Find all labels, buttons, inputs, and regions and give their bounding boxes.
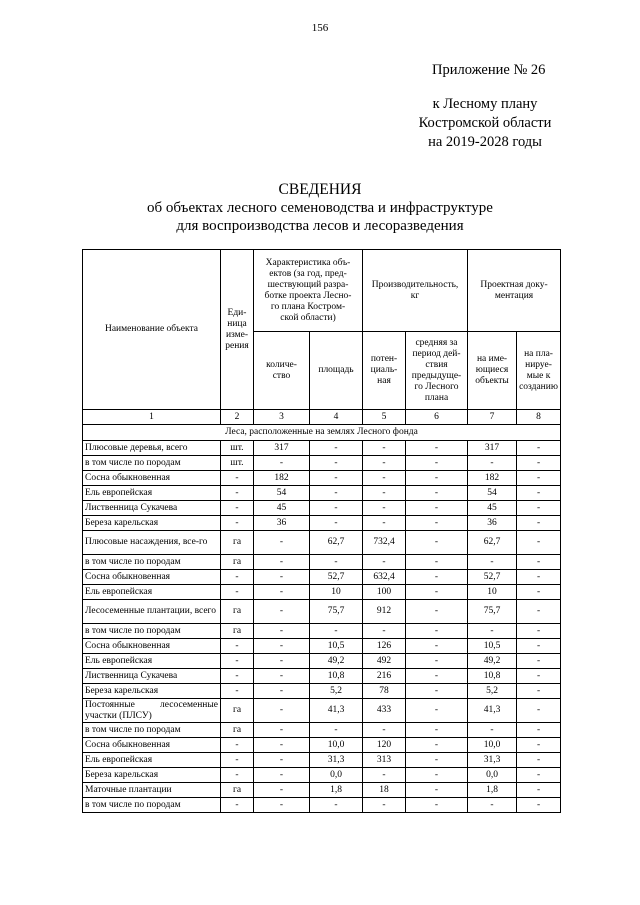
cell-object-name: Сосна обыкновенная xyxy=(83,570,221,585)
cell-potential: 912 xyxy=(363,600,406,624)
cell-quantity: - xyxy=(254,783,310,798)
cell-quantity: - xyxy=(254,624,310,639)
cell-average: - xyxy=(406,738,468,753)
cell-quantity: - xyxy=(254,669,310,684)
column-number: 6 xyxy=(406,410,468,425)
cell-unit: - xyxy=(221,738,254,753)
table-row xyxy=(83,639,561,654)
cell-average: - xyxy=(406,585,468,600)
cell-potential: 18 xyxy=(363,783,406,798)
cell-planned: - xyxy=(517,699,561,723)
cell-potential: 732,4 xyxy=(363,531,406,555)
cell-object-name: в том числе по породам xyxy=(83,723,221,738)
cell-object-name: Маточные плантации xyxy=(83,783,221,798)
column-number: 8 xyxy=(517,410,561,425)
column-number: 4 xyxy=(310,410,363,425)
header-existing: на име- ющиеся объекты xyxy=(468,332,517,410)
table-row xyxy=(83,486,561,501)
cell-planned: - xyxy=(517,639,561,654)
table-row xyxy=(83,516,561,531)
appendix-label: Приложение № 26 xyxy=(432,62,546,78)
cell-object-name: Сосна обыкновенная xyxy=(83,738,221,753)
table-row xyxy=(83,555,561,570)
cell-object-name: Лиственница Сукачева xyxy=(83,669,221,684)
cell-potential: - xyxy=(363,456,406,471)
column-numbers-row xyxy=(83,410,561,425)
cell-area: 1,8 xyxy=(310,783,363,798)
cell-unit: - xyxy=(221,471,254,486)
cell-existing: 52,7 xyxy=(468,570,517,585)
cell-planned: - xyxy=(517,531,561,555)
cell-planned: - xyxy=(517,669,561,684)
cell-object-name: Ель европейская xyxy=(83,654,221,669)
cell-unit: га xyxy=(221,783,254,798)
cell-area: - xyxy=(310,456,363,471)
cell-planned: - xyxy=(517,798,561,813)
header-unit: Еди- ница изме- рения xyxy=(221,250,254,410)
cell-existing: - xyxy=(468,624,517,639)
header-characteristics: Характеристика объ- ектов (за год, пред- шествующий разра- ботке проекта Лесно- го плана Костром- ской области) xyxy=(254,250,363,332)
cell-quantity: - xyxy=(254,654,310,669)
cell-existing: 31,3 xyxy=(468,753,517,768)
cell-area: - xyxy=(310,555,363,570)
header-quantity: количе- ство xyxy=(254,332,310,410)
cell-area: 0,0 xyxy=(310,768,363,783)
cell-average: - xyxy=(406,624,468,639)
cell-potential: 632,4 xyxy=(363,570,406,585)
cell-average: - xyxy=(406,570,468,585)
cell-potential: - xyxy=(363,624,406,639)
cell-existing: 75,7 xyxy=(468,600,517,624)
cell-existing: 62,7 xyxy=(468,531,517,555)
cell-unit: га xyxy=(221,699,254,723)
cell-planned: - xyxy=(517,471,561,486)
cell-planned: - xyxy=(517,753,561,768)
column-number: 5 xyxy=(363,410,406,425)
cell-existing: 182 xyxy=(468,471,517,486)
cell-area: 75,7 xyxy=(310,600,363,624)
cell-quantity: 45 xyxy=(254,501,310,516)
cell-quantity: - xyxy=(254,570,310,585)
cell-planned: - xyxy=(517,456,561,471)
table-row xyxy=(83,531,561,555)
cell-area: - xyxy=(310,516,363,531)
cell-unit: - xyxy=(221,639,254,654)
header-object-name: Наименование объекта xyxy=(83,250,221,410)
cell-unit: га xyxy=(221,624,254,639)
header-potential: потен- циаль- ная xyxy=(363,332,406,410)
cell-quantity: 54 xyxy=(254,486,310,501)
cell-object-name: Ель европейская xyxy=(83,486,221,501)
table-row xyxy=(83,723,561,738)
cell-quantity: 182 xyxy=(254,471,310,486)
cell-potential: - xyxy=(363,516,406,531)
cell-potential: - xyxy=(363,768,406,783)
cell-unit: - xyxy=(221,516,254,531)
cell-potential: 100 xyxy=(363,585,406,600)
column-number: 3 xyxy=(254,410,310,425)
cell-average: - xyxy=(406,783,468,798)
cell-existing: - xyxy=(468,555,517,570)
cell-potential: 120 xyxy=(363,738,406,753)
table-row xyxy=(83,624,561,639)
table-row xyxy=(83,684,561,699)
cell-average: - xyxy=(406,768,468,783)
cell-object-name: в том числе по породам xyxy=(83,624,221,639)
cell-average: - xyxy=(406,501,468,516)
plan-reference xyxy=(410,95,560,152)
cell-area: - xyxy=(310,501,363,516)
cell-object-name: в том числе по породам xyxy=(83,798,221,813)
cell-area: - xyxy=(310,624,363,639)
cell-planned: - xyxy=(517,501,561,516)
table-row xyxy=(83,669,561,684)
page-number: 156 xyxy=(311,22,329,34)
cell-average: - xyxy=(406,723,468,738)
table-row xyxy=(83,654,561,669)
cell-area: - xyxy=(310,486,363,501)
table-row xyxy=(83,768,561,783)
section-title: Леса, расположенные на землях Лесного фонда xyxy=(83,425,561,441)
cell-object-name: Плюсовые деревья, всего xyxy=(83,441,221,456)
cell-potential: 313 xyxy=(363,753,406,768)
table-row xyxy=(83,501,561,516)
cell-planned: - xyxy=(517,486,561,501)
cell-area: 31,3 xyxy=(310,753,363,768)
cell-unit: шт. xyxy=(221,441,254,456)
cell-existing: 10 xyxy=(468,585,517,600)
document-subtitle-line: об объектах лесного семеноводства и инфраструктуре xyxy=(147,200,493,216)
cell-object-name: Ель европейская xyxy=(83,753,221,768)
cell-potential: - xyxy=(363,555,406,570)
cell-quantity: - xyxy=(254,684,310,699)
cell-unit: га xyxy=(221,723,254,738)
cell-potential: 492 xyxy=(363,654,406,669)
cell-existing: - xyxy=(468,456,517,471)
cell-planned: - xyxy=(517,441,561,456)
table-row xyxy=(83,471,561,486)
table-row xyxy=(83,585,561,600)
table-row xyxy=(83,783,561,798)
cell-object-name: Ель европейская xyxy=(83,585,221,600)
cell-unit: шт. xyxy=(221,456,254,471)
cell-object-name: Береза карельская xyxy=(83,684,221,699)
cell-area: 10,0 xyxy=(310,738,363,753)
header-average: средняя за период дей- ствия предыдуще- го Лесного плана xyxy=(406,332,468,410)
cell-quantity: 317 xyxy=(254,441,310,456)
table-row xyxy=(83,738,561,753)
cell-existing: 1,8 xyxy=(468,783,517,798)
table-row xyxy=(83,699,561,723)
cell-potential: - xyxy=(363,486,406,501)
cell-existing: - xyxy=(468,798,517,813)
cell-average: - xyxy=(406,600,468,624)
cell-average: - xyxy=(406,699,468,723)
cell-existing: 54 xyxy=(468,486,517,501)
table-row xyxy=(83,570,561,585)
cell-quantity: - xyxy=(254,555,310,570)
column-number: 2 xyxy=(221,410,254,425)
cell-unit: - xyxy=(221,669,254,684)
cell-unit: - xyxy=(221,654,254,669)
cell-average: - xyxy=(406,516,468,531)
cell-existing: 10,8 xyxy=(468,669,517,684)
cell-potential: 78 xyxy=(363,684,406,699)
section-row xyxy=(83,425,561,441)
cell-potential: 433 xyxy=(363,699,406,723)
cell-quantity: - xyxy=(254,699,310,723)
cell-object-name: Лиственница Сукачева xyxy=(83,501,221,516)
cell-quantity: - xyxy=(254,639,310,654)
cell-average: - xyxy=(406,669,468,684)
cell-planned: - xyxy=(517,516,561,531)
table-row xyxy=(83,798,561,813)
cell-unit: га xyxy=(221,531,254,555)
table-row xyxy=(83,753,561,768)
cell-area: - xyxy=(310,798,363,813)
cell-average: - xyxy=(406,753,468,768)
cell-area: 5,2 xyxy=(310,684,363,699)
cell-object-name: в том числе по породам xyxy=(83,555,221,570)
cell-average: - xyxy=(406,441,468,456)
cell-quantity: 36 xyxy=(254,516,310,531)
cell-existing: 10,5 xyxy=(468,639,517,654)
cell-area: 49,2 xyxy=(310,654,363,669)
cell-planned: - xyxy=(517,723,561,738)
cell-object-name: Сосна обыкновенная xyxy=(83,639,221,654)
cell-existing: 5,2 xyxy=(468,684,517,699)
cell-quantity: - xyxy=(254,585,310,600)
cell-quantity: - xyxy=(254,798,310,813)
objects-table xyxy=(82,249,561,813)
cell-existing: 41,3 xyxy=(468,699,517,723)
cell-quantity: - xyxy=(254,531,310,555)
document-subtitle-line: для воспроизводства лесов и лесоразведения xyxy=(176,218,464,234)
cell-area: 62,7 xyxy=(310,531,363,555)
cell-area: 10 xyxy=(310,585,363,600)
cell-object-name: Лесосеменные плантации, всего xyxy=(83,600,221,624)
cell-potential: 126 xyxy=(363,639,406,654)
cell-area: 10,5 xyxy=(310,639,363,654)
cell-object-name: Береза карельская xyxy=(83,768,221,783)
cell-unit: - xyxy=(221,753,254,768)
cell-average: - xyxy=(406,639,468,654)
cell-potential: - xyxy=(363,798,406,813)
cell-unit: - xyxy=(221,585,254,600)
cell-unit: - xyxy=(221,486,254,501)
cell-average: - xyxy=(406,471,468,486)
cell-planned: - xyxy=(517,768,561,783)
cell-quantity: - xyxy=(254,600,310,624)
cell-area: - xyxy=(310,471,363,486)
cell-unit: - xyxy=(221,684,254,699)
header-planned: на пла- нируе- мые к созданию xyxy=(517,332,561,410)
cell-unit: га xyxy=(221,600,254,624)
table-row xyxy=(83,441,561,456)
cell-average: - xyxy=(406,798,468,813)
table-row xyxy=(83,456,561,471)
cell-planned: - xyxy=(517,624,561,639)
cell-average: - xyxy=(406,654,468,669)
column-number: 7 xyxy=(468,410,517,425)
cell-area: 52,7 xyxy=(310,570,363,585)
cell-average: - xyxy=(406,684,468,699)
document-title: СВЕДЕНИЯ xyxy=(278,181,362,198)
cell-area: 10,8 xyxy=(310,669,363,684)
cell-area: - xyxy=(310,441,363,456)
cell-potential: - xyxy=(363,723,406,738)
cell-quantity: - xyxy=(254,738,310,753)
header-area: площадь xyxy=(310,332,363,410)
cell-planned: - xyxy=(517,738,561,753)
cell-area: - xyxy=(310,723,363,738)
cell-object-name: Плюсовые насаждения, все-го xyxy=(83,531,221,555)
plan-line: Костромской области xyxy=(418,115,552,131)
cell-area: 41,3 xyxy=(310,699,363,723)
cell-average: - xyxy=(406,531,468,555)
cell-potential: - xyxy=(363,471,406,486)
cell-existing: 45 xyxy=(468,501,517,516)
column-number: 1 xyxy=(83,410,221,425)
cell-existing: 49,2 xyxy=(468,654,517,669)
document-title-block xyxy=(0,181,640,235)
cell-existing: 0,0 xyxy=(468,768,517,783)
cell-existing: 10,0 xyxy=(468,738,517,753)
cell-potential: - xyxy=(363,501,406,516)
cell-potential: - xyxy=(363,441,406,456)
header-project-documentation: Проектная доку- ментация xyxy=(468,250,561,332)
cell-object-name: в том числе по породам xyxy=(83,456,221,471)
cell-quantity: - xyxy=(254,723,310,738)
cell-planned: - xyxy=(517,570,561,585)
cell-planned: - xyxy=(517,654,561,669)
plan-line: на 2019-2028 годы xyxy=(428,134,542,150)
table-body xyxy=(83,425,561,813)
cell-planned: - xyxy=(517,555,561,570)
plan-line: к Лесному плану xyxy=(432,96,538,112)
cell-planned: - xyxy=(517,684,561,699)
cell-object-name: Береза карельская xyxy=(83,516,221,531)
header-productivity: Производительность, кг xyxy=(363,250,468,332)
cell-planned: - xyxy=(517,783,561,798)
cell-object-name: Сосна обыкновенная xyxy=(83,471,221,486)
cell-average: - xyxy=(406,486,468,501)
cell-average: - xyxy=(406,555,468,570)
cell-object-name: Постоянные лесосеменные участки (ПЛСУ) xyxy=(83,699,221,723)
cell-planned: - xyxy=(517,600,561,624)
cell-unit: - xyxy=(221,570,254,585)
table-row xyxy=(83,600,561,624)
cell-quantity: - xyxy=(254,753,310,768)
cell-existing: 317 xyxy=(468,441,517,456)
cell-quantity: - xyxy=(254,456,310,471)
cell-average: - xyxy=(406,456,468,471)
cell-existing: - xyxy=(468,723,517,738)
cell-unit: - xyxy=(221,501,254,516)
cell-planned: - xyxy=(517,585,561,600)
cell-quantity: - xyxy=(254,768,310,783)
cell-unit: - xyxy=(221,798,254,813)
cell-unit: га xyxy=(221,555,254,570)
cell-potential: 216 xyxy=(363,669,406,684)
cell-existing: 36 xyxy=(468,516,517,531)
cell-unit: - xyxy=(221,768,254,783)
